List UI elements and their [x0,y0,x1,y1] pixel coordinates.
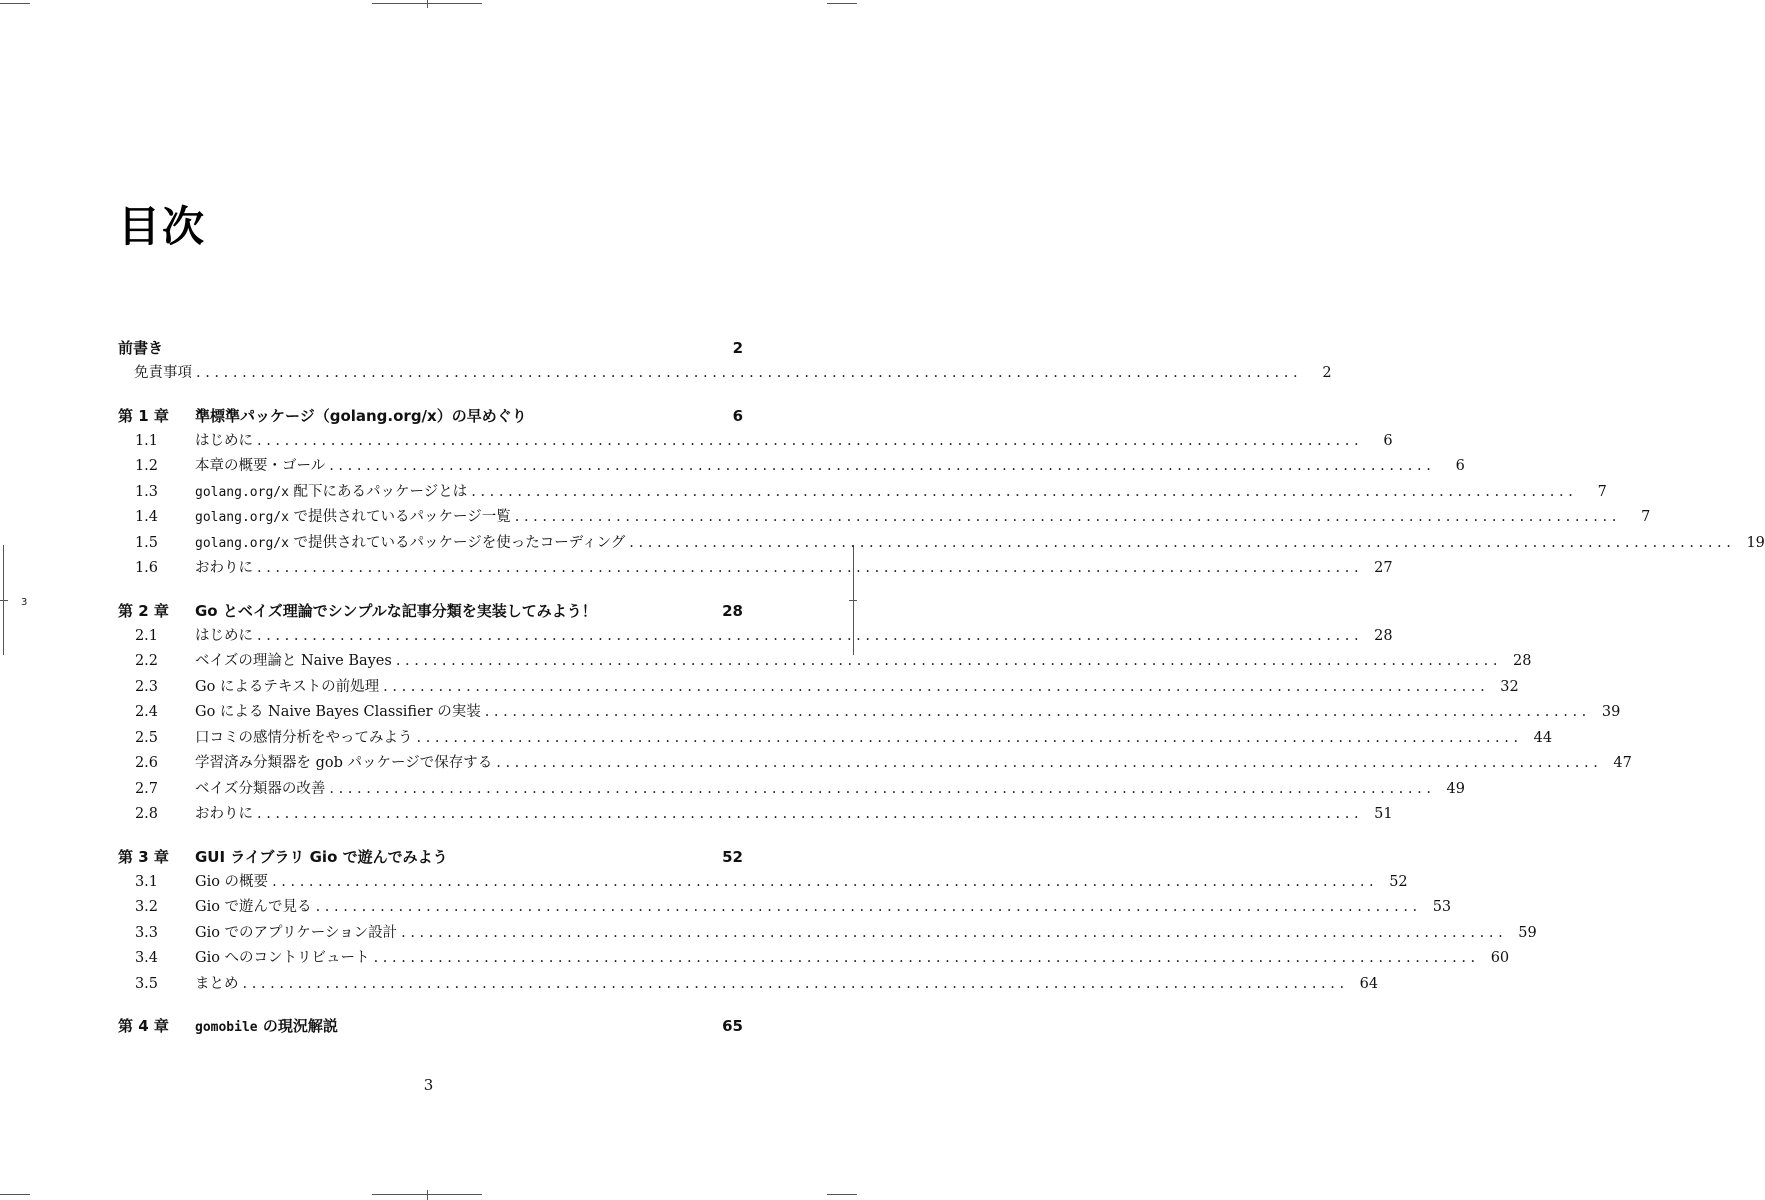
section-page-number: 7 [1597,483,1607,500]
chapter-title-text: GUI ライブラリ Gio で遊んでみよう [195,847,448,866]
section-number: 3.5 [134,975,158,992]
crop-mark [0,600,8,601]
section-title-text: で提供されているパッケージを使ったコーディング [288,534,626,551]
chapter-title [195,1013,722,1041]
crop-mark [0,3,30,4]
section-number: 2.8 [134,806,158,822]
section-page-number: 28 [1374,627,1393,644]
footer-page-number: 3 [423,1076,434,1094]
section-number: 3.4 [134,950,158,966]
section-number: 1.1 [134,432,158,449]
section-page-number: 49 [1446,780,1465,797]
chapter-page-number: 28 [722,601,743,620]
section-title [195,777,325,803]
crop-mark [427,1190,428,1200]
section-title-text: まとめ [195,975,239,992]
toc-section[interactable] [118,505,1651,531]
dot-leader: . . . . . . . . . . . . . . . . . . . . . . . . . . . . . . . . . . . . . . . . . . . . . . . . . . . . . . . . . . . . . . . . . . . . . . . . . . . . . . . . . . . . . . . . . . . . . . . . . . . . . . . . . . . . . . . . . . . . . . . . [329,780,1431,797]
section-title-text: 免責事項 [134,365,192,381]
section-title-text: Go による Naive Bayes Classifier の実装 [195,704,481,720]
chapter-title-text: の現況解説 [257,1017,338,1035]
chapter-number: 第 3 章 [118,847,169,866]
table-of-contents [118,335,1765,1039]
chapter-title [195,844,722,870]
toc-section[interactable] [118,624,1393,650]
toc-section[interactable] [118,649,1532,675]
section-page-number: 51 [1374,806,1393,822]
toc-section[interactable] [118,531,1765,557]
crop-mark [827,3,857,4]
dot-leader: . . . . . . . . . . . . . . . . . . . . . . . . . . . . . . . . . . . . . . . . . . . . . . . . . . . . . . . . . . . . . . . . . . . . . . . . . . . . . . . . . . . . . . . . . . . . . . . . . . . . . . . . . . . . . . . . . . . . . . . . [416,729,1519,746]
section-page-number: 19 [1746,534,1765,551]
chapter-title-text: 準標準パッケージ（golang.org/x）の早めぐり [195,406,527,425]
chapter-number: 第 4 章 [118,1017,169,1035]
toc-section[interactable] [118,946,1510,972]
section-title-text: ベイズ分類器の改善 [195,780,326,797]
dot-leader: . . . . . . . . . . . . . . . . . . . . . . . . . . . . . . . . . . . . . . . . . . . . . . . . . . . . . . . . . . . . . . . . . . . . . . . . . . . . . . . . . . . . . . . . . . . . . . . . . . . . . . . . . . . . . . . . . . . . . . . . [272,873,1374,890]
dot-leader: . . . . . . . . . . . . . . . . . . . . . . . . . . . . . . . . . . . . . . . . . . . . . . . . . . . . . . . . . . . . . . . . . . . . . . . . . . . . . . . . . . . . . . . . . . . . . . . . . . . . . . . . . . . . . . . . . . . . . . . . [257,560,1359,576]
toc-section[interactable] [118,777,1465,803]
section-number: 1.3 [134,483,158,500]
section-title [195,972,239,998]
section-title [195,454,325,480]
dot-leader: . . . . . . . . . . . . . . . . . . . . . . . . . . . . . . . . . . . . . . . . . . . . . . . . . . . . . . . . . . . . . . . . . . . . . . . . . . . . . . . . . . . . . . . . . . . . . . . . . . . . . . . . . . . . . . . . . . . . . . . . [373,950,1476,966]
toc-section[interactable] [118,895,1452,921]
section-title-text: Gio で遊んで見る [195,899,312,915]
chapter-page-number: 65 [722,1017,743,1035]
toc-section[interactable] [118,726,1553,752]
dot-leader: . . . . . . . . . . . . . . . . . . . . . . . . . . . . . . . . . . . . . . . . . . . . . . . . . . . . . . . . . . . . . . . . . . . . . . . . . . . . . . . . . . . . . . . . . . . . . . . . . . . . . . . . . . . . . . . . . . . . . . . . [629,534,1731,551]
section-page-number: 39 [1601,704,1621,720]
chapter-title [195,598,722,624]
section-page-number: 44 [1533,729,1553,746]
section-number: 2.6 [134,755,158,771]
section-page-number: 27 [1374,560,1393,576]
section-page-number: 32 [1500,678,1519,695]
section-number: 2.1 [134,627,158,644]
chapter-page-number: 2 [732,339,743,357]
section-number: 3.2 [134,899,158,915]
section-title [195,429,253,455]
section-number: 1.6 [134,560,158,576]
chapter-page-number: 52 [722,847,743,866]
section-title [195,649,392,675]
section-title [195,624,253,650]
section-title-code: golang.org/x [195,535,289,551]
toc-section[interactable] [118,921,1537,947]
toc-section[interactable] [118,751,1632,777]
section-title [195,726,413,752]
toc-chapter[interactable] [118,1013,743,1039]
section-title-text: ベイズの理論と Naive Bayes [195,653,392,669]
toc-section[interactable] [118,454,1465,480]
toc-chapter[interactable] [118,403,743,429]
section-title [134,361,192,387]
section-title-text: Gio の概要 [195,873,269,890]
section-title-text: Gio へのコントリビュート [195,950,370,966]
section-title-code: golang.org/x [195,484,289,500]
chapter-page-number: 6 [732,406,743,425]
chapter-title [118,335,733,361]
section-number: 1.4 [134,509,158,525]
dot-leader: . . . . . . . . . . . . . . . . . . . . . . . . . . . . . . . . . . . . . . . . . . . . . . . . . . . . . . . . . . . . . . . . . . . . . . . . . . . . . . . . . . . . . . . . . . . . . . . . . . . . . . . . . . . . . . . . . . . . . . . . [383,678,1485,695]
section-title-text: おわりに [195,560,253,576]
toc-section[interactable] [118,700,1621,726]
dot-leader: . . . . . . . . . . . . . . . . . . . . . . . . . . . . . . . . . . . . . . . . . . . . . . . . . . . . . . . . . . . . . . . . . . . . . . . . . . . . . . . . . . . . . . . . . . . . . . . . . . . . . . . . . . . . . . . . . . . . . . . . [401,924,1503,941]
section-title-text: で提供されているパッケージ一覧 [288,509,511,525]
section-title-text: 本章の概要・ゴール [195,458,326,474]
crop-mark [827,1194,857,1195]
section-title [195,751,492,777]
toc-section[interactable] [118,556,1393,582]
section-number: 3.1 [134,873,158,890]
dot-leader: . . . . . . . . . . . . . . . . . . . . . . . . . . . . . . . . . . . . . . . . . . . . . . . . . . . . . . . . . . . . . . . . . . . . . . . . . . . . . . . . . . . . . . . . . . . . . . . . . . . . . . . . . . . . . . . . . . . . . . . . [514,509,1617,525]
section-title-text: Gio でのアプリケーション設計 [195,924,398,941]
dot-leader: . . . . . . . . . . . . . . . . . . . . . . . . . . . . . . . . . . . . . . . . . . . . . . . . . . . . . . . . . . . . . . . . . . . . . . . . . . . . . . . . . . . . . . . . . . . . . . . . . . . . . . . . . . . . . . . . . . . . . . . . [329,458,1431,474]
section-number: 2.3 [134,678,158,695]
dot-leader: . . . . . . . . . . . . . . . . . . . . . . . . . . . . . . . . . . . . . . . . . . . . . . . . . . . . . . . . . . . . . . . . . . . . . . . . . . . . . . . . . . . . . . . . . . . . . . . . . . . . . . . . . . . . . . . . . . . . . . . . [257,627,1359,644]
section-title-text: 口コミの感情分析をやってみよう [195,729,413,746]
section-number: 2.7 [134,780,158,797]
dot-leader: . . . . . . . . . . . . . . . . . . . . . . . . . . . . . . . . . . . . . . . . . . . . . . . . . . . . . . . . . . . . . . . . . . . . . . . . . . . . . . . . . . . . . . . . . . . . . . . . . . . . . . . . . . . . . . . . . . . . . . . . [315,899,1418,915]
section-number: 2.2 [134,653,158,669]
section-page-number: 28 [1512,653,1532,669]
toc-chapter[interactable] [118,598,743,624]
section-page-number: 2 [1322,365,1332,381]
dot-leader: . . . . . . . . . . . . . . . . . . . . . . . . . . . . . . . . . . . . . . . . . . . . . . . . . . . . . . . . . . . . . . . . . . . . . . . . . . . . . . . . . . . . . . . . . . . . . . . . . . . . . . . . . . . . . . . . . . . . . . . . [242,975,1345,992]
dot-leader: . . . . . . . . . . . . . . . . . . . . . . . . . . . . . . . . . . . . . . . . . . . . . . . . . . . . . . . . . . . . . . . . . . . . . . . . . . . . . . . . . . . . . . . . . . . . . . . . . . . . . . . . . . . . . . . . . . . . . . . . [496,755,1598,771]
section-page-number: 6 [1383,432,1393,449]
chapter-number: 第 2 章 [118,601,169,620]
section-title-text: はじめに [195,627,253,644]
section-title-text: Go によるテキストの前処理 [195,678,380,695]
section-title [195,700,481,726]
chapter-title-code: gomobile [195,1020,258,1035]
toc-section[interactable] [118,972,1379,998]
section-title-text: おわりに [195,806,253,822]
toc-section[interactable] [118,480,1607,506]
section-title-text: 配下にあるパッケージとは [288,483,468,500]
section-title [195,895,312,921]
side-page-number: 3 [21,597,28,608]
section-title [195,531,625,557]
section-page-number: 47 [1613,755,1632,771]
section-title [195,675,379,701]
section-number: 1.2 [134,458,158,474]
toc-chapter[interactable] [118,844,743,870]
chapter-title-text: 前書き [118,339,164,357]
page-title: 目次 [118,202,207,251]
dot-leader: . . . . . . . . . . . . . . . . . . . . . . . . . . . . . . . . . . . . . . . . . . . . . . . . . . . . . . . . . . . . . . . . . . . . . . . . . . . . . . . . . . . . . . . . . . . . . . . . . . . . . . . . . . . . . . . . . . . . . . . . [257,806,1359,822]
crop-mark [0,1194,30,1195]
section-title [195,505,511,531]
section-title [195,556,253,582]
toc-section[interactable] [118,870,1408,896]
section-title-code: golang.org/x [195,510,289,525]
section-title [195,870,268,896]
section-page-number: 64 [1359,975,1379,992]
dot-leader: . . . . . . . . . . . . . . . . . . . . . . . . . . . . . . . . . . . . . . . . . . . . . . . . . . . . . . . . . . . . . . . . . . . . . . . . . . . . . . . . . . . . . . . . . . . . . . . . . . . . . . . . . . . . . . . . . . . . . . . . [471,483,1573,500]
dot-leader: . . . . . . . . . . . . . . . . . . . . . . . . . . . . . . . . . . . . . . . . . . . . . . . . . . . . . . . . . . . . . . . . . . . . . . . . . . . . . . . . . . . . . . . . . . . . . . . . . . . . . . . . . . . . . . . . . . . . . . . . [395,653,1498,669]
section-number: 1.5 [134,534,158,551]
section-page-number: 7 [1641,509,1651,525]
section-page-number: 59 [1518,924,1537,941]
crop-mark [849,600,857,601]
section-page-number: 60 [1490,950,1510,966]
section-page-number: 53 [1432,899,1452,915]
section-number: 3.3 [134,924,158,941]
dot-leader: . . . . . . . . . . . . . . . . . . . . . . . . . . . . . . . . . . . . . . . . . . . . . . . . . . . . . . . . . . . . . . . . . . . . . . . . . . . . . . . . . . . . . . . . . . . . . . . . . . . . . . . . . . . . . . . . . . . . . . . . [196,365,1298,381]
chapter-number: 第 1 章 [118,406,169,425]
section-page-number: 52 [1389,873,1408,890]
toc-section[interactable] [118,361,1332,387]
crop-mark [427,0,428,8]
section-title-text: 学習済み分類器を gob パッケージで保存する [195,755,493,771]
section-page-number: 6 [1455,458,1465,474]
section-number: 2.5 [134,729,158,746]
dot-leader: . . . . . . . . . . . . . . . . . . . . . . . . . . . . . . . . . . . . . . . . . . . . . . . . . . . . . . . . . . . . . . . . . . . . . . . . . . . . . . . . . . . . . . . . . . . . . . . . . . . . . . . . . . . . . . . . . . . . . . . . [484,704,1587,720]
toc-section[interactable] [118,675,1519,701]
dot-leader: . . . . . . . . . . . . . . . . . . . . . . . . . . . . . . . . . . . . . . . . . . . . . . . . . . . . . . . . . . . . . . . . . . . . . . . . . . . . . . . . . . . . . . . . . . . . . . . . . . . . . . . . . . . . . . . . . . . . . . . . [257,432,1359,449]
section-number: 2.4 [134,704,158,720]
section-title [195,802,253,828]
toc-section[interactable] [118,802,1393,828]
toc-section[interactable] [118,429,1393,455]
section-title [195,921,397,947]
toc-chapter[interactable] [118,335,743,361]
section-title-text: はじめに [195,432,253,449]
chapter-title-text: Go とベイズ理論でシンプルな記事分類を実装してみよう！ [195,601,597,620]
section-title [195,480,467,506]
chapter-title [195,403,733,429]
section-title [195,946,370,972]
